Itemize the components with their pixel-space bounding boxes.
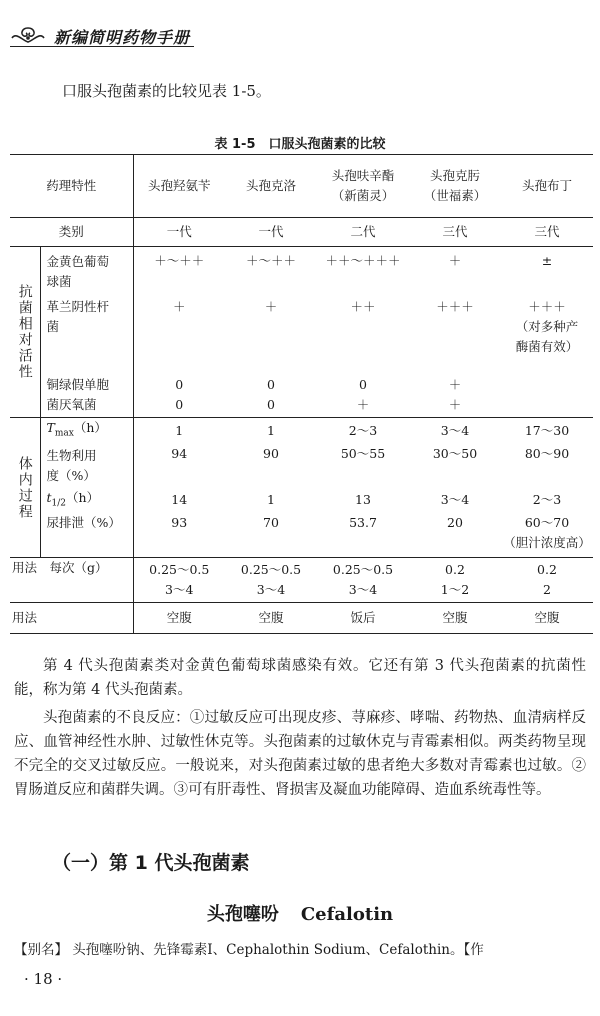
running-header	[8, 22, 192, 48]
table-cell: 3～4	[440, 422, 470, 438]
row-label: 尿排泄（%）	[46, 515, 121, 530]
header-drug-3-alt: （新菌灵）	[331, 188, 395, 203]
table-cell	[409, 373, 501, 418]
unit: （h）	[73, 420, 107, 435]
table-cell: ＋	[264, 299, 278, 314]
table-cell: ＋	[172, 299, 186, 314]
table-row-pseudomonas	[10, 373, 593, 418]
table-cell: 17～30	[524, 422, 570, 438]
table-cell	[317, 558, 409, 603]
table-row-dosage	[10, 558, 593, 603]
table-cell	[317, 373, 409, 418]
table-cell	[225, 373, 317, 418]
table-cell: ＋＋＋	[436, 299, 474, 314]
table-cell: ＋＋～＋＋＋	[325, 253, 401, 268]
table-cell	[501, 513, 593, 558]
row-label: 生物利用	[46, 447, 97, 463]
alias-line	[14, 938, 594, 958]
table-cell: 14	[171, 492, 188, 508]
table-row-category	[10, 218, 593, 247]
cell-value: 0	[267, 397, 275, 412]
table-cell: 空腹	[442, 610, 468, 625]
table-cell	[501, 373, 593, 418]
table-cell: 1	[267, 492, 275, 508]
row-label: 革兰阴性杆	[46, 299, 110, 314]
cell-value: ＋	[356, 397, 370, 412]
table-cell	[409, 558, 501, 603]
unit: （h）	[66, 489, 100, 505]
page-number: · 18 ·	[24, 970, 63, 988]
symbol: T	[46, 420, 55, 435]
cell-note: （对多种产	[515, 319, 579, 334]
cell-freq: 2	[543, 582, 551, 597]
cell-dose: 0.2	[445, 562, 465, 577]
cell-dose: 0.2	[537, 562, 557, 577]
table-cell: 93	[171, 515, 188, 530]
table-row-tmax	[10, 418, 593, 444]
comparison-table	[10, 154, 593, 634]
table-cell	[501, 558, 593, 603]
drug-heading	[0, 900, 600, 926]
header-drug-4-alt: （世福素）	[423, 188, 487, 203]
alias-text: 头孢噻吩钠、先锋霉素Ⅰ、Cephalothin Sodium、Cefalothin。【作	[72, 942, 484, 958]
cell-freq: 3～4	[165, 582, 194, 597]
table-cell: 70	[263, 515, 279, 530]
drug-name-cn: 头孢噻吩	[206, 904, 279, 925]
table-cell: ±	[541, 253, 553, 268]
subscript: max	[54, 428, 74, 439]
header-drug-3: 头孢呋辛酯	[331, 168, 395, 183]
cell-value: ＋	[448, 377, 462, 392]
row-label: 用法	[12, 610, 38, 625]
row-label-cont: 菌	[46, 319, 60, 334]
cell-dose: 0.25～0.5	[149, 562, 210, 577]
table-cell: 94	[171, 445, 188, 461]
cell-value: 0	[175, 397, 184, 412]
table-cell: 空腹	[534, 610, 560, 625]
table-cell: 一代	[258, 224, 284, 239]
table-cell: 空腹	[166, 610, 192, 625]
table-cell: 饭后	[350, 610, 376, 625]
row-label: 类别	[58, 224, 84, 239]
table-cell: 1	[267, 422, 275, 438]
paragraph-fourth-gen: 第 4 代头孢菌素类对金黄色葡萄球菌感染有效。它还有第 3 代头孢菌素的抗菌性能，称为第 4 代头孢菌素。	[14, 658, 586, 698]
table-cell: 空腹	[258, 610, 284, 625]
row-label-cont: 球菌	[46, 274, 72, 289]
cell-value: 0	[175, 377, 184, 392]
table-header-row	[10, 155, 593, 218]
header-drug-1: 头孢羟氨苄	[147, 178, 211, 193]
cell-value: 0	[359, 377, 367, 392]
table-cell	[225, 558, 317, 603]
table-cell: 三代	[534, 224, 560, 239]
subscript: 1/2	[51, 498, 67, 508]
ornament-icon	[8, 26, 48, 44]
cell-value: 0	[267, 377, 275, 392]
group-label-pk: 体内过程	[16, 455, 33, 520]
cell-freq: 3～4	[256, 582, 286, 597]
cell-note: （胆汁浓度高）	[503, 535, 591, 550]
table-row-half-life	[10, 488, 593, 514]
row-label-cont: 菌厌氧菌	[46, 397, 97, 412]
table-cell: 53.7	[349, 515, 377, 530]
header-drug-2: 头孢克洛	[245, 178, 296, 193]
table-row-urine	[10, 513, 593, 558]
cell-value: ＋	[448, 397, 462, 412]
table-cell	[133, 558, 225, 603]
table-cell: ＋	[448, 253, 462, 268]
section-heading: （一）第 1 代头孢菌素	[52, 852, 250, 874]
table-cell	[133, 373, 225, 418]
drug-name-en: Cefalotin	[300, 904, 394, 925]
table-cell: 13	[355, 492, 371, 508]
cell-freq: 1～2	[440, 582, 470, 597]
table-cell: 3～4	[440, 492, 470, 508]
cell-note-cont: 酶菌有效）	[515, 339, 579, 354]
table-cell: 50～55	[340, 445, 386, 461]
book-title: 新编简明药物手册	[54, 28, 191, 47]
table-cell: 90	[263, 445, 279, 461]
header-rule	[10, 46, 194, 47]
alias-tag: 【别名】	[14, 942, 68, 958]
table-row-bioavailability	[10, 444, 593, 488]
cell-dose: 0.25～0.5	[240, 562, 302, 577]
row-label: 用法	[12, 560, 38, 575]
cell-freq: 3～4	[348, 582, 378, 597]
table-cell: ＋～＋＋	[245, 253, 296, 268]
intro-text: 口服头孢菌素的比较见表 1-5。	[62, 82, 271, 100]
table-cell: 1	[175, 422, 184, 438]
header-property: 药理特性	[46, 178, 97, 193]
row-label-cont: 度（%）	[46, 467, 96, 483]
row-label: 铜绿假单胞	[46, 377, 110, 392]
paragraph-adverse-reactions: 头孢菌素的不良反应：①过敏反应可出现皮疹、荨麻疹、哮喘、药物热、血清病样反应、血管神经性水肿、过敏性休克等。头孢菌素的过敏休克与青霉素相似。两类药物呈现不完全的交叉过敏反应。一般说来，对头孢菌素过敏的患者绝大多数对青霉素也过敏。②胃肠道反应和菌群失调。③可有肝毒性、肾损害及凝血功能障碍、造血系统毒性等。	[14, 710, 586, 798]
table-cell: 2～3	[348, 422, 378, 438]
table-cell: ＋～＋＋	[154, 253, 205, 268]
table-cell: 2～3	[532, 492, 562, 508]
group-label-antibacterial: 抗菌相对活性	[16, 284, 33, 380]
table-cell: ＋＋	[350, 299, 376, 314]
table-row-staph	[10, 247, 593, 298]
table-cell: 80～90	[524, 445, 570, 461]
table-row-usage	[10, 603, 593, 634]
row-label: 金黄色葡萄	[46, 254, 110, 269]
table-row-gram-negative	[10, 297, 593, 373]
table-cell: 一代	[166, 224, 192, 239]
cell-dose: 0.25～0.5	[332, 562, 394, 577]
table-cell: 30～50	[432, 445, 478, 461]
symbol: t	[46, 489, 52, 505]
table-cell: 20	[447, 515, 463, 530]
header-drug-4: 头孢克肟	[429, 168, 480, 183]
row-sublabel: 每次（g）	[49, 560, 108, 575]
table-cell: 二代	[350, 224, 376, 239]
header-drug-5: 头孢布丁	[521, 178, 572, 193]
table-cell	[501, 297, 593, 373]
table-cell: 三代	[442, 224, 468, 239]
cell-value: 60～70	[524, 515, 570, 530]
cell-value: ＋＋＋	[528, 299, 566, 314]
table-caption: 表 1-5 口服头孢菌素的比较	[214, 137, 386, 152]
